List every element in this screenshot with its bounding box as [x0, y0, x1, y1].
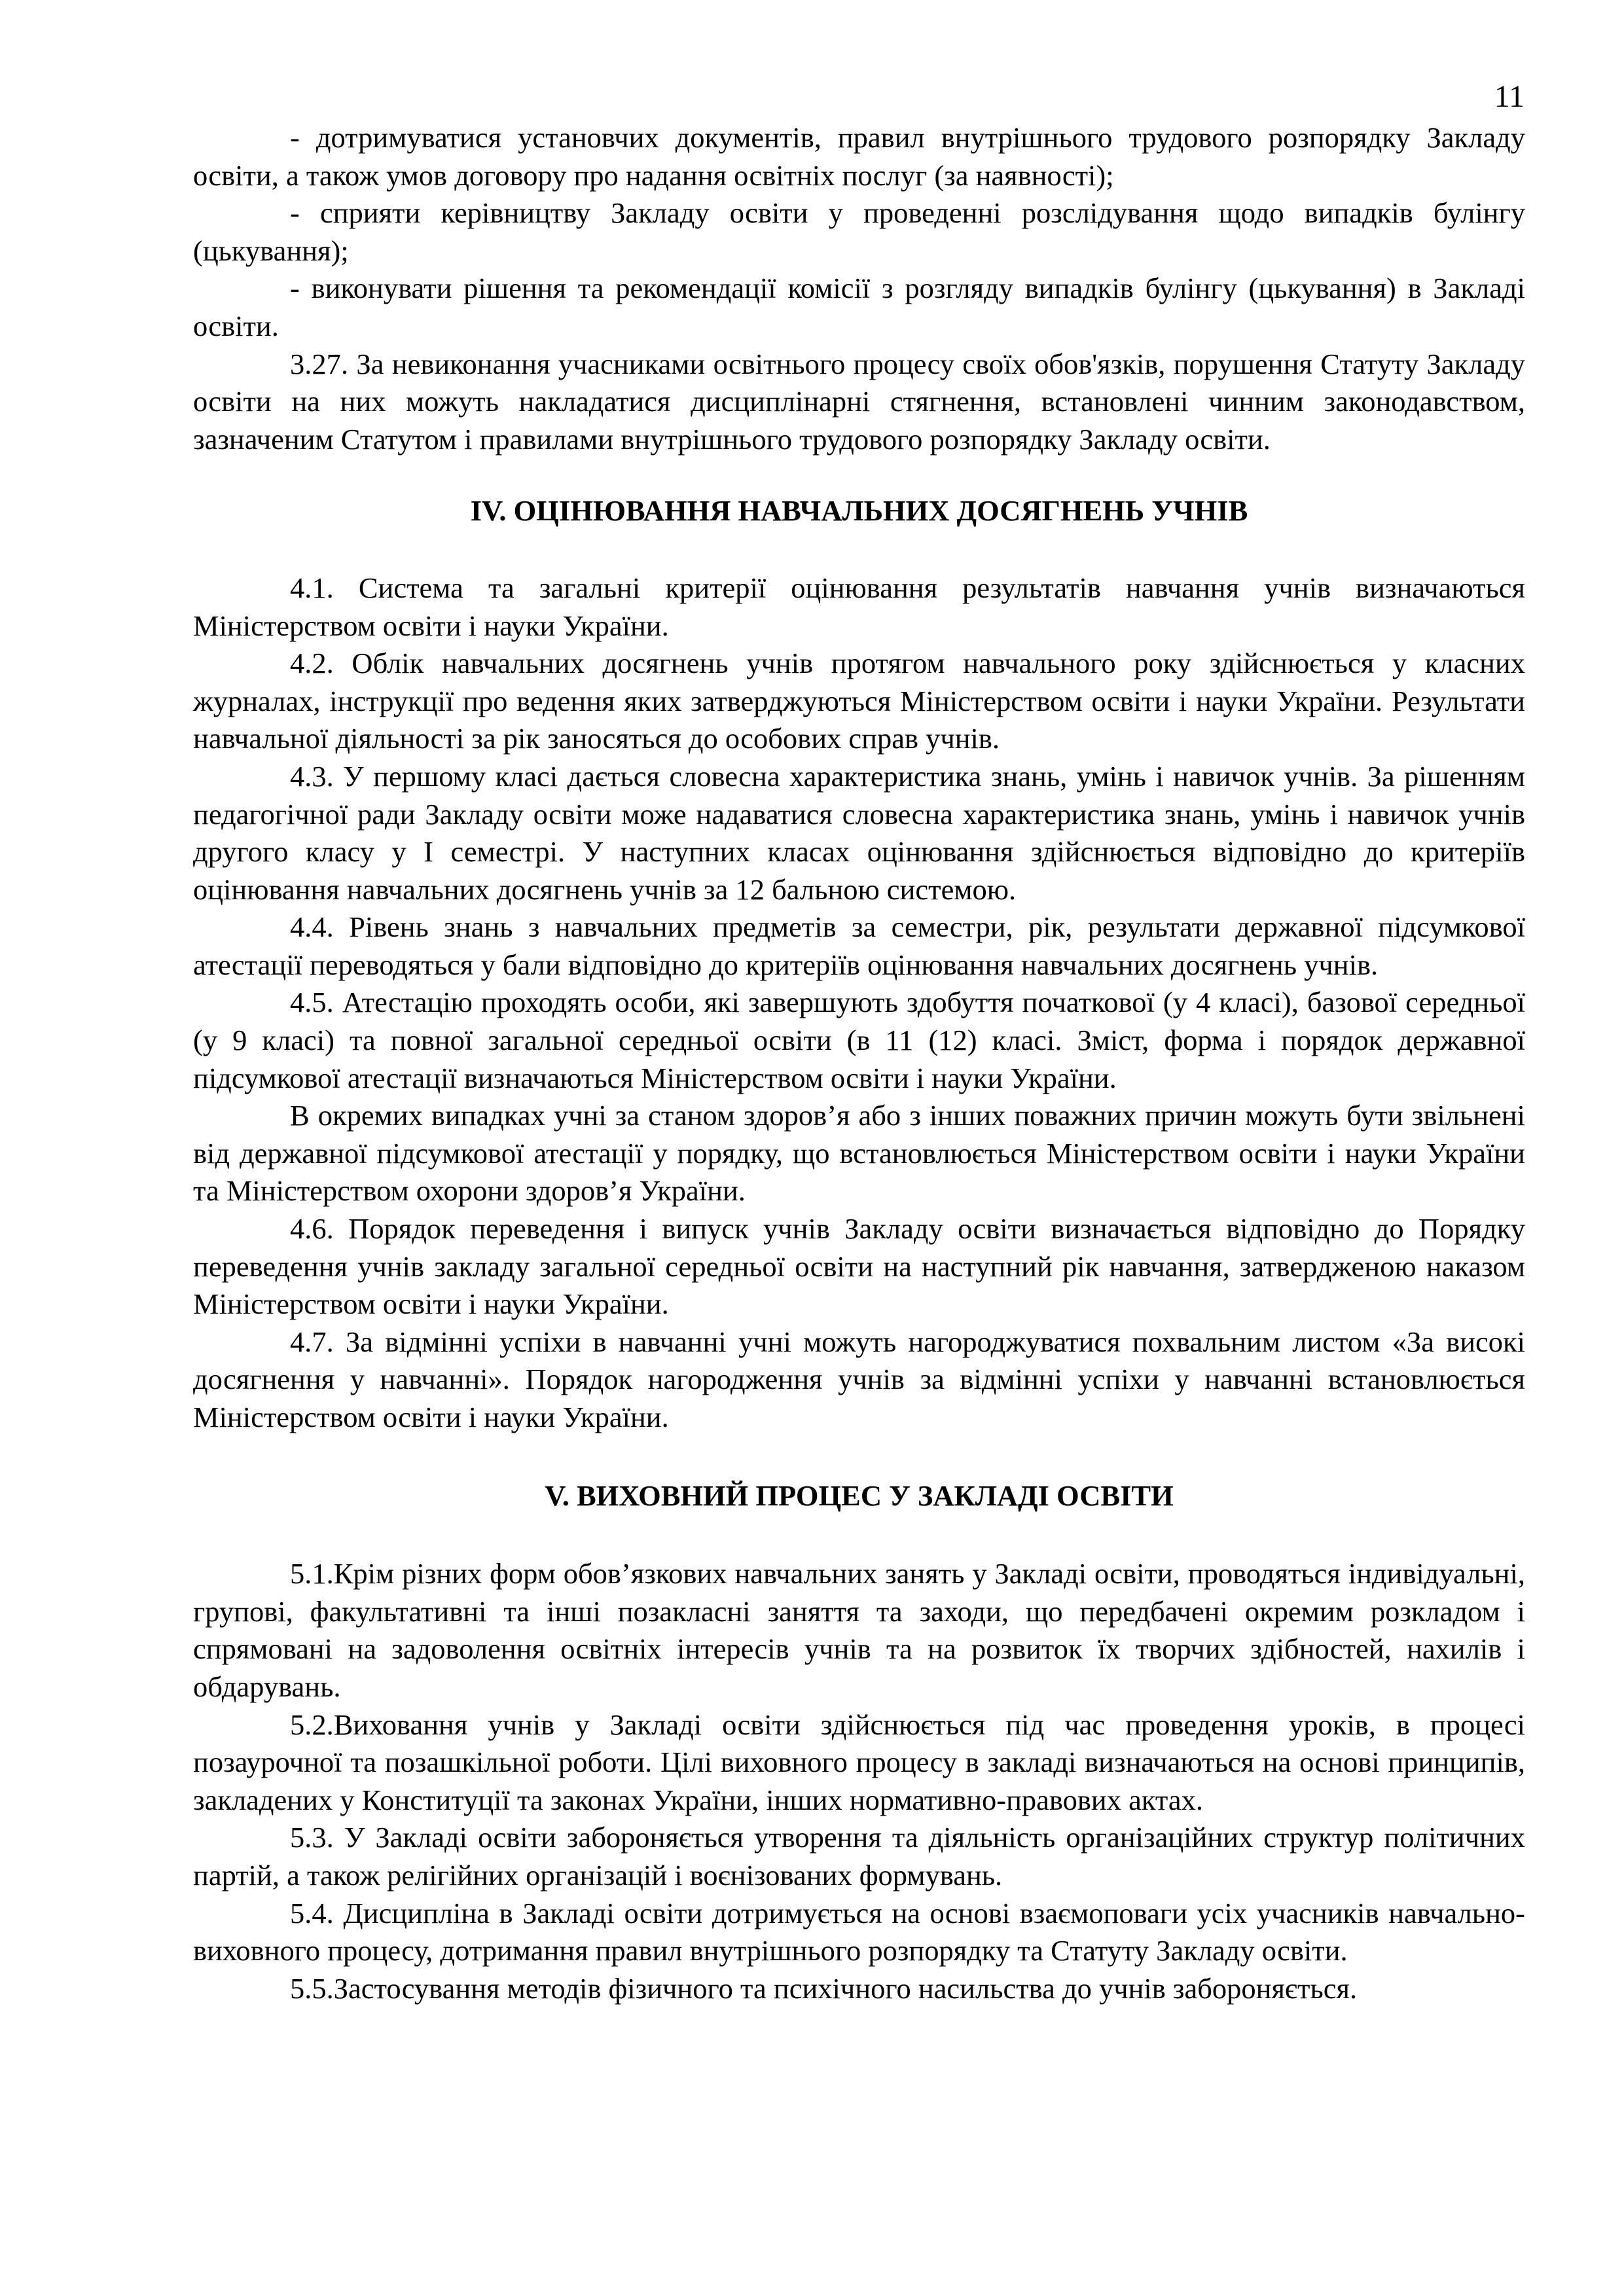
section-heading-v: V. ВИХОВНИЙ ПРОЦЕС У ЗАКЛАДІ ОСВІТИ	[545, 1479, 1174, 1512]
page-content	[193, 119, 1525, 2007]
paragraph-4-5: 4.5. Атестацію проходять особи, які завершують здобуття початкової (у 4 класі), базової середньої (у 9 класі) та повної загальної середньої освіти (в 11 (12) класі. Зміст, форма і порядок державної підсумкової атестації визначаються Міністерством освіти і науки України.	[193, 986, 1525, 1094]
page-number: 11	[1494, 79, 1525, 114]
paragraph-5-1: 5.1.Крім різних форм обов’язкових навчальних занять у Закладі освіти, проводяться індивідуальні, групові, факультативні та інші позакласні заняття та заходи, що передбачені окремим розкладом і спрямовані на задоволення освітніх інтересів учнів та на розвиток їх творчих здібностей, нахилів і обдарувань.	[193, 1557, 1525, 1703]
list-item-duty: - дотримуватися установчих документів, правил внутрішнього трудового розпорядку Закладу освіти, а також умов договору про надання освітніх послуг (за наявності);	[193, 121, 1525, 192]
list-item-duty: - виконувати рішення та рекомендації комісії з розгляду випадків булінгу (цькування) в Закладі освіти.	[193, 272, 1525, 342]
paragraph-4-5-exemption: В окремих випадках учні за станом здоров’я або з інших поважних причин можуть бути звільнені від державної підсумкової атестації у порядку, що встановлюється Міністерством освіти і науки України та Міністерством охорони здоров’я України.	[193, 1099, 1525, 1208]
paragraph-5-2: 5.2.Виховання учнів у Закладі освіти здійснюється під час проведення уроків, в процесі позаурочної та позашкільної роботи. Цілі виховного процесу в закладі визначаються на основі принципів, закладених у Конституції та законах України, інших нормативно-правових актах.	[193, 1708, 1525, 1816]
paragraph-5-5: 5.5.Застосування методів фізичного та психічного насильства до учнів забороняється.	[290, 1971, 1358, 2005]
paragraph-5-3: 5.3. У Закладі освіти забороняється утворення та діяльність організаційних структур політичних партій, а також релігійних організацій і воєнізованих формувань.	[193, 1821, 1525, 1892]
paragraph-3-27: 3.27. За невиконання учасниками освітнього процесу своїх обов'язків, порушення Статуту Закладу освіти на них можуть накладатися дисциплінарні стягнення, встановлені чинним законодавством, зазначеним Статутом і правилами внутрішнього трудового розпорядку Закладу освіти.	[193, 347, 1525, 456]
paragraph-4-7: 4.7. За відмінні успіхи в навчанні учні можуть нагороджуватися похвальним листом «За високі досягнення у навчанні». Порядок нагородження учнів за відмінні успіхи у навчанні встановлюється Міністерством освіти і науки України.	[193, 1325, 1525, 1433]
paragraph-4-6: 4.6. Порядок переведення і випуск учнів Закладу освіти визначається відповідно до Порядку переведення учнів закладу загальної середньої освіти на наступний рік навчання, затвердженою наказом Міністерством освіти і науки України.	[193, 1212, 1525, 1321]
list-item-duty: - сприяти керівництву Закладу освіти у проведенні розслідування щодо випадків булінгу (цькування);	[193, 196, 1525, 267]
paragraph-4-3: 4.3. У першому класі дається словесна характеристика знань, умінь і навичок учнів. За рішенням педагогічної ради Закладу освіти може надаватися словесна характеристика знань, умінь і навичок учнів другого класу у I семестрі. У наступних класах оцінювання здійснюється відповідно до критеріїв оцінювання навчальних досягнень учнів за 12 бальною системою.	[193, 759, 1525, 906]
paragraph-5-4: 5.4. Дисципліна в Закладі освіти дотримується на основі взаємоповаги усіх учасників навчально-виховного процесу, дотримання правил внутрішнього розпорядку та Статуту Закладу освіти.	[193, 1896, 1525, 1967]
paragraph-4-2: 4.2. Облік навчальних досягнень учнів протягом навчального року здійснюється у класних журналах, інструкції про ведення яких затверджуються Міністерством освіти і науки України. Результати навчальної діяльності за рік заносяться до особових справ учнів.	[193, 647, 1525, 755]
paragraph-4-1: 4.1. Система та загальні критерії оцінювання результатів навчання учнів визначаються Міністерством освіти і науки України.	[193, 571, 1525, 642]
paragraph-4-4: 4.4. Рівень знань з навчальних предметів за семестри, рік, результати державної підсумкової атестації переводяться у бали відповідно до критеріїв оцінювання навчальних досягнень учнів.	[193, 910, 1525, 981]
section-heading-iv: IV. ОЦІНЮВАННЯ НАВЧАЛЬНИХ ДОСЯГНЕНЬ УЧНІВ	[470, 494, 1248, 528]
